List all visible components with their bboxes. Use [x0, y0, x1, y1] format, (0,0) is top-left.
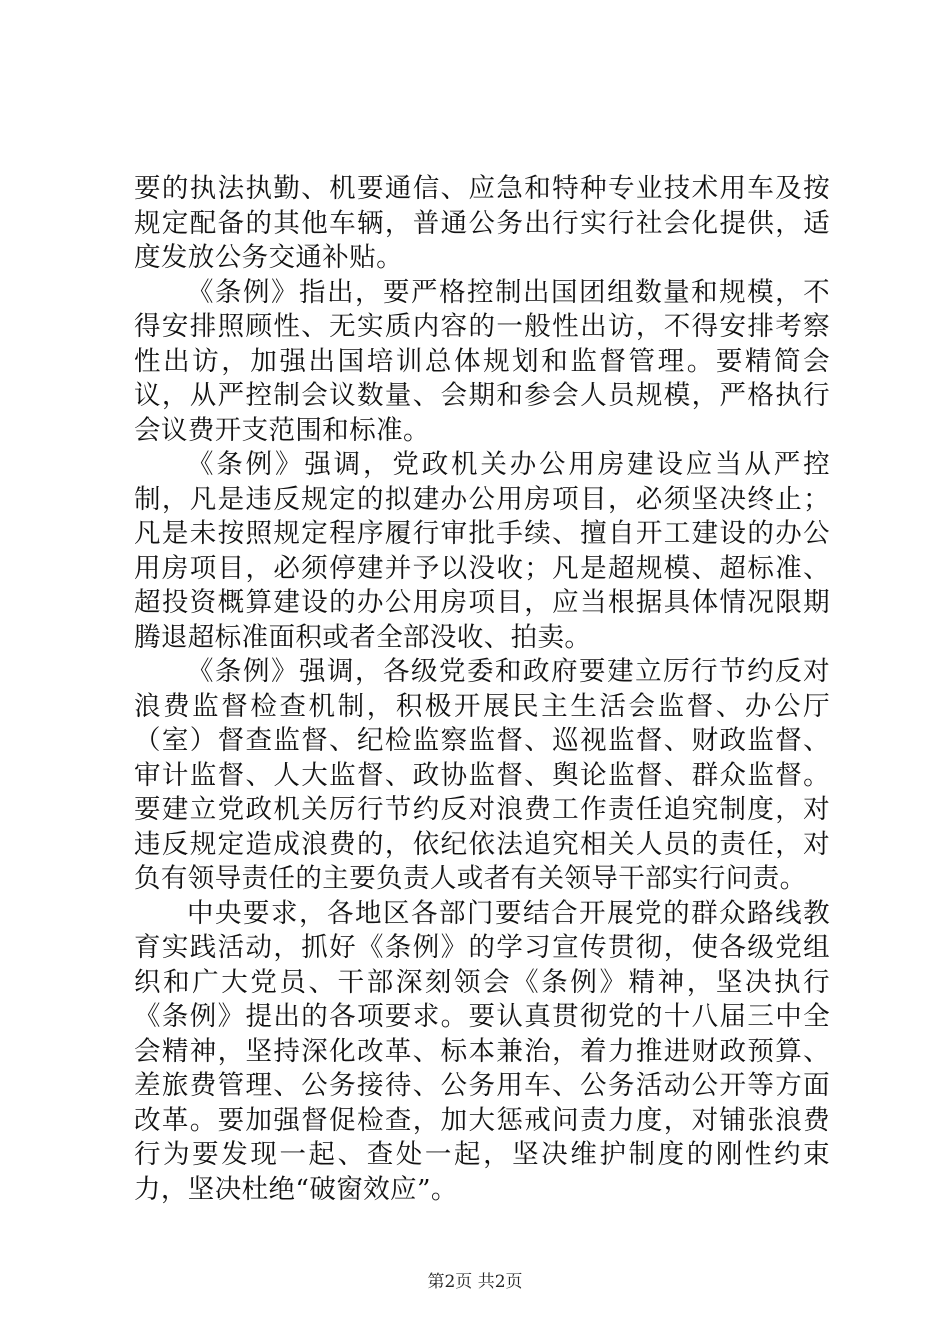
paragraph-2: 《条例》指出，要严格控制出国团组数量和规模，不得安排照顾性、无实质内容的一般性出访，不得安排考察性出访，加强出国培训总体规划和监督管理。要精简会议，从严控制会议数量、会期和参会人员规模，严格执行会议费开支范围和标准。	[134, 276, 830, 446]
page-footer: 第2页 共2页	[427, 1272, 523, 1292]
paragraph-5: 中央要求，各地区各部门要结合开展党的群众路线教育实践活动，抓好《条例》的学习宣传贯彻，使各级党组织和广大党员、干部深刻领会《条例》精神，坚决执行《条例》提出的各项要求。要认真贯彻党的十八届三中全会精神，坚持深化改革、标本兼治，着力推进财政预算、差旅费管理、公务接待、公务用车、公务活动公开等方面改革。要加强督促检查，加大惩戒问责力度，对铺张浪费行为要发现一起、查处一起，坚决维护制度的刚性约束力，坚决杜绝“破窗效应”。	[134, 897, 830, 1205]
document-body	[134, 172, 830, 1207]
paragraph-4: 《条例》强调，各级党委和政府要建立厉行节约反对浪费监督检查机制，积极开展民主生活会监督、办公厅（室）督查监督、纪检监察监督、巡视监督、财政监督、审计监督、人大监督、政协监督、舆论监督、群众监督。要建立党政机关厉行节约反对浪费工作责任追究制度，对违反规定造成浪费的，依纪依法追究相关人员的责任，对负有领导责任的主要负责人或者有关领导干部实行问责。	[134, 656, 830, 894]
paragraph-1: 要的执法执勤、机要通信、应急和特种专业技术用车及按规定配备的其他车辆，普通公务出行实行社会化提供，适度发放公务交通补贴。	[134, 173, 830, 273]
paragraph-3: 《条例》强调，党政机关办公用房建设应当从严控制，凡是违反规定的拟建办公用房项目，必须坚决终止；凡是未按照规定程序履行审批手续、擅自开工建设的办公用房项目，必须停建并予以没收；凡是超规模、超标准、超投资概算建设的办公用房项目，应当根据具体情况限期腾退超标准面积或者全部没收、拍卖。	[134, 449, 830, 653]
